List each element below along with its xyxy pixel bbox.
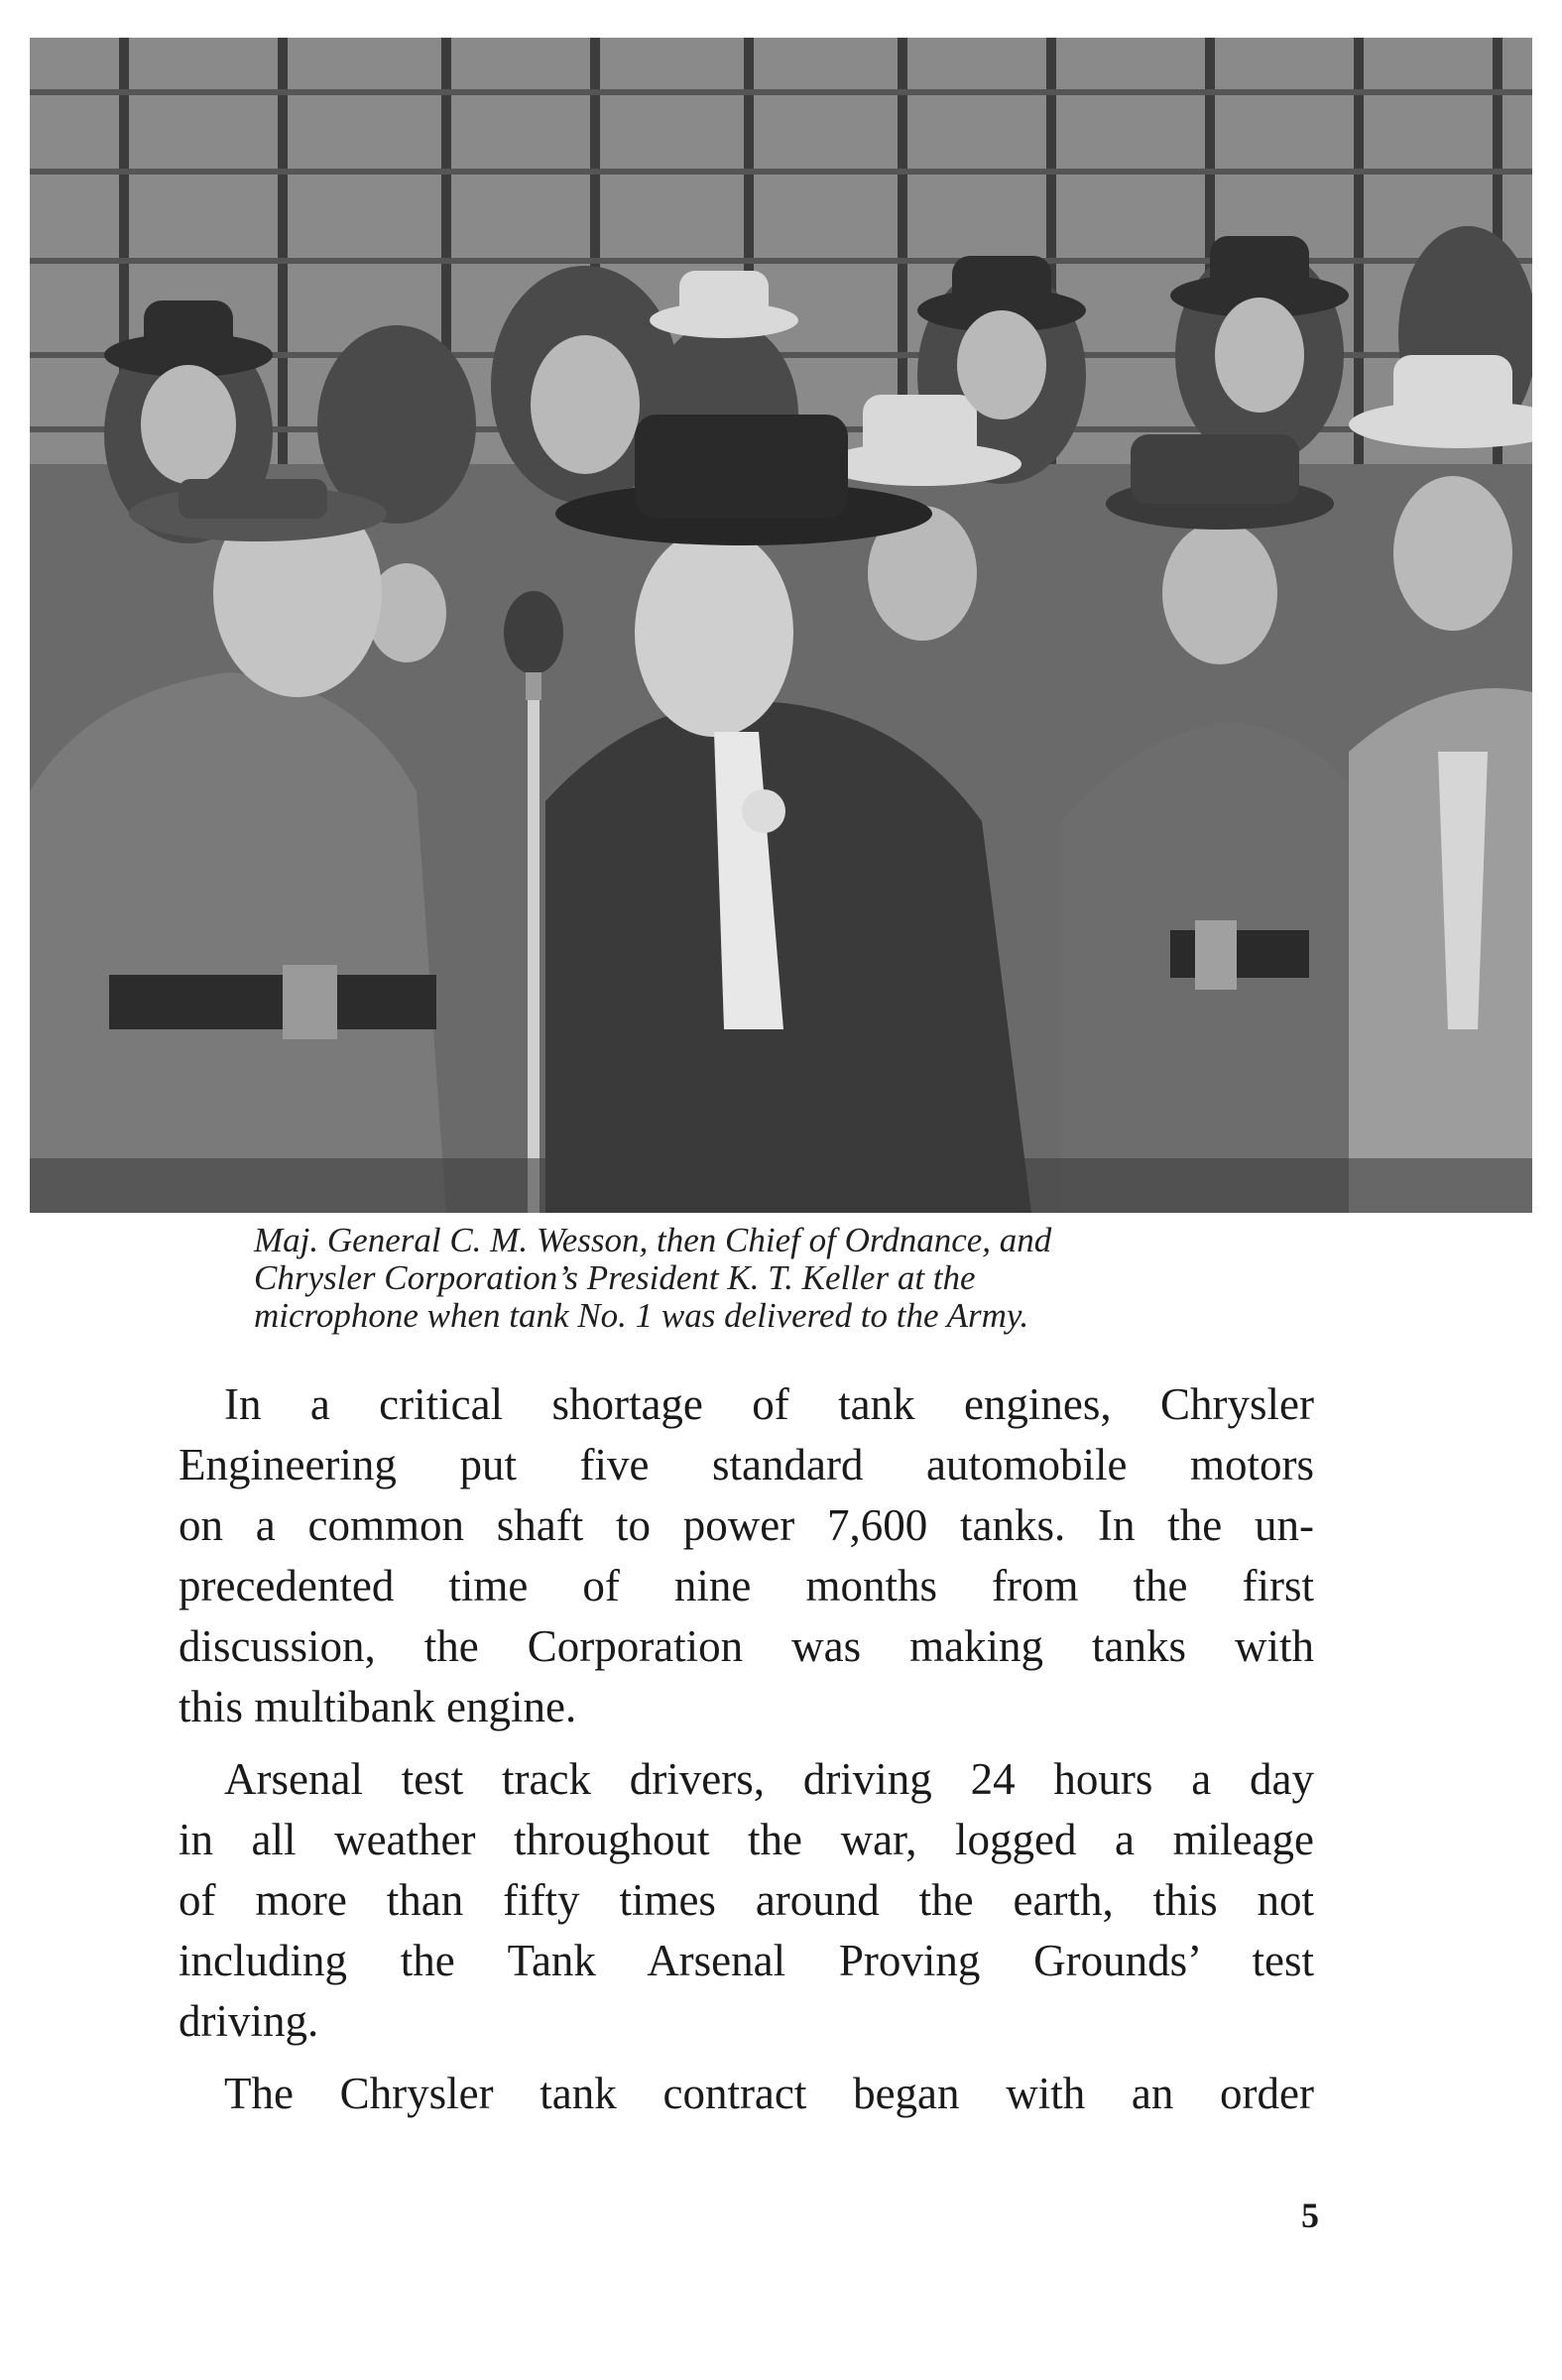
text-line: discussion, the Corporation was making tanks with <box>179 1621 1314 1671</box>
body-text <box>179 1374 1314 2124</box>
text-line: Arsenal test track drivers, driving 24 hours a day <box>224 1754 1314 1804</box>
text-line: of more than fifty times around the earth, this not <box>179 1875 1314 1925</box>
text-line: in all weather throughout the war, logged a mileage <box>179 1815 1314 1864</box>
text-line: Engineering put five standard automobile motors <box>179 1440 1314 1489</box>
caption-line: microphone when tank No. 1 was delivered to the Army. <box>254 1296 1029 1335</box>
text-line: driving. <box>179 1996 319 2046</box>
paragraph <box>179 1374 1314 1737</box>
text-line: on a common shaft to power 7,600 tanks. In the un- <box>179 1500 1314 1550</box>
paragraph <box>179 2064 1314 2124</box>
text-line: The Chrysler tank contract began with an order <box>224 2069 1314 2118</box>
text-line: In a critical shortage of tank engines, Chrysler <box>224 1379 1314 1429</box>
caption-line: Maj. General C. M. Wesson, then Chief of Ordnance, and <box>254 1221 1052 1259</box>
photo-caption <box>254 1222 1315 1335</box>
historical-photograph <box>30 38 1532 1213</box>
caption-line: Chrysler Corporation’s President K. T. Keller at the <box>254 1258 976 1297</box>
page-number: 5 <box>1301 2196 1319 2235</box>
text-line: including the Tank Arsenal Proving Grounds’ test <box>179 1936 1314 1985</box>
text-line: precedented time of nine months from the first <box>179 1561 1314 1610</box>
text-line: this multibank engine. <box>179 1682 577 1731</box>
paragraph <box>179 1749 1314 2052</box>
photo-rendering <box>30 38 1532 1213</box>
